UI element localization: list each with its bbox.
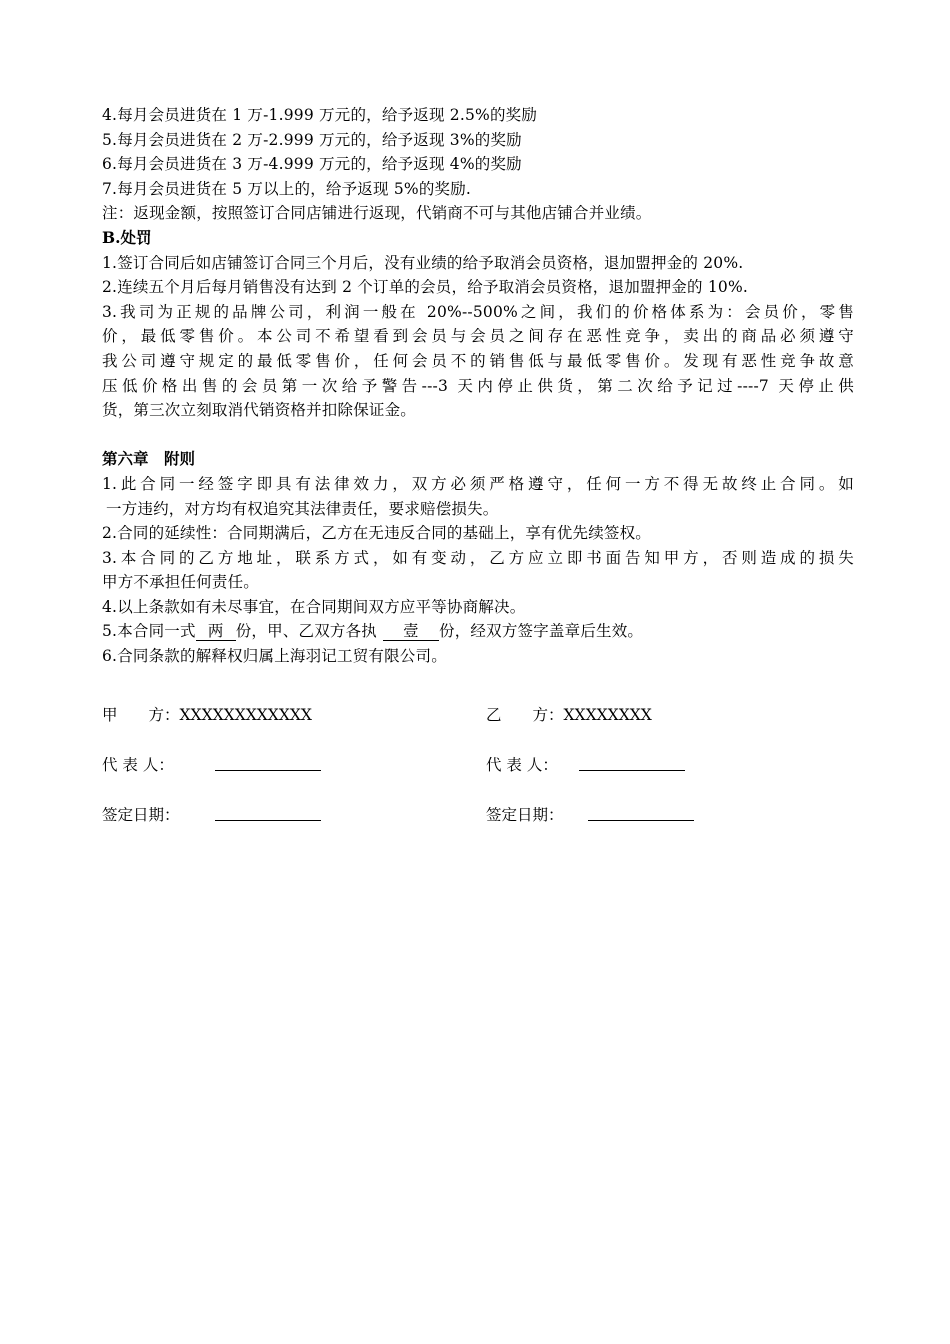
penalty-item-3-line-2: 价，最低零售价。本公司不希望看到会员与会员之间存在恶性竞争，卖出的商品必须遵守 xyxy=(102,327,854,346)
party-a-representative-blank[interactable] xyxy=(215,770,321,771)
penalty-item-3-line-4: 压低价格出售的会员第一次给予警告---3 天内停止供货，第二次给予记过----7 天停止供 xyxy=(102,376,854,395)
party-b-label: 乙 方： xyxy=(486,706,564,724)
party-a xyxy=(102,702,312,728)
chapter-6-item-5 xyxy=(102,619,854,644)
penalty-item-3-line-3: 我公司遵守规定的最低零售价，任何会员不的销售低与最低零售价。发现有恶性竞争故意 xyxy=(102,351,854,370)
reward-item-6: 6.每月会员进货在 3 万-4.999 万元的，给予返现 4%的奖励 xyxy=(102,155,522,174)
chapter-6-item-1-line-2: 一方违约，对方均有权追究其法律责任，要求赔偿损失。 xyxy=(106,499,499,518)
chapter-6-item-4: 4.以上条款如有未尽事宜，在合同期间双方应平等协商解决。 xyxy=(102,597,526,616)
party-b-date-label: 签定日期： xyxy=(486,806,564,824)
reward-item-5: 5.每月会员进货在 2 万-2.999 万元的，给予返现 3%的奖励 xyxy=(102,130,522,149)
party-b-representative-blank[interactable] xyxy=(579,770,685,771)
party-b xyxy=(486,702,652,728)
chapter-6-item-3-line-1: 3.本合同的乙方地址，联系方式，如有变动，乙方应立即书面告知甲方，否则造成的损失 xyxy=(102,548,854,567)
penalty-item-2: 2.连续五个月后每月销售没有达到 2 个订单的会员，给予取消会员资格，退加盟押金的 10%. xyxy=(102,278,749,297)
chapter-6-item-1-line-1: 1.此合同一经签字即具有法律效力，双方必须严格遵守，任何一方不得无故终止合同。如 xyxy=(102,474,854,493)
reward-item-4: 4.每月会员进货在 1 万-1.999 万元的，给予返现 2.5%的奖励 xyxy=(102,106,538,124)
party-row xyxy=(102,702,854,728)
reward-note: 注：返现金额，按照签订合同店铺进行返现，代销商不可与其他店铺合并业绩。 xyxy=(102,204,652,223)
party-b-value: XXXXXXXX xyxy=(563,706,652,724)
party-b-date-blank[interactable] xyxy=(588,820,694,821)
party-a-value: XXXXXXXXXXXX xyxy=(179,706,312,724)
signature-block xyxy=(102,702,854,832)
date-row xyxy=(102,802,854,828)
party-a-label: 甲 方： xyxy=(102,706,180,724)
copies-count: 两 xyxy=(196,622,236,641)
section-gap xyxy=(102,423,854,448)
penalty-item-3-line-1: 3.我司为正规的品牌公司，利润一般在 20%--500%之间，我们的价格体系为：会员价，零售 xyxy=(102,302,854,321)
chapter-6-item-3-line-2: 甲方不承担任何责任。 xyxy=(102,573,260,592)
party-b-representative-label: 代 表 人： xyxy=(486,756,558,774)
penalty-item-3-line-5: 货，第三次立刻取消代销资格并扣除保证金。 xyxy=(102,401,417,420)
party-a-representative-label: 代 表 人： xyxy=(102,756,174,774)
representative-row xyxy=(102,752,854,778)
penalty-heading: B.处罚 xyxy=(102,227,152,247)
item-5-prefix: 5.本合同一式 xyxy=(102,622,196,641)
item-5-middle: 份，甲、乙双方各执 xyxy=(235,622,378,641)
chapter-6-item-6: 6.合同条款的解释权归属上海羽记工贸有限公司。 xyxy=(102,647,447,666)
penalty-item-1: 1.签订合同后如店铺签订合同三个月后，没有业绩的给予取消会员资格，退加盟押金的 20%. xyxy=(102,253,744,272)
reward-item-7: 7.每月会员进货在 5 万以上的，给予返现 5%的奖励. xyxy=(102,179,472,198)
chapter-6-item-2: 2.合同的延续性：合同期满后，乙方在无违反合同的基础上，享有优先续签权。 xyxy=(102,524,651,543)
contract-body xyxy=(102,103,854,669)
each-party-count: 壹 xyxy=(383,622,439,641)
party-a-date-blank[interactable] xyxy=(215,820,321,821)
party-a-date-label: 签定日期： xyxy=(102,806,180,824)
item-5-suffix: 份，经双方签字盖章后生效。 xyxy=(439,622,644,641)
chapter-6-heading: 第六章 附则 xyxy=(102,449,196,469)
